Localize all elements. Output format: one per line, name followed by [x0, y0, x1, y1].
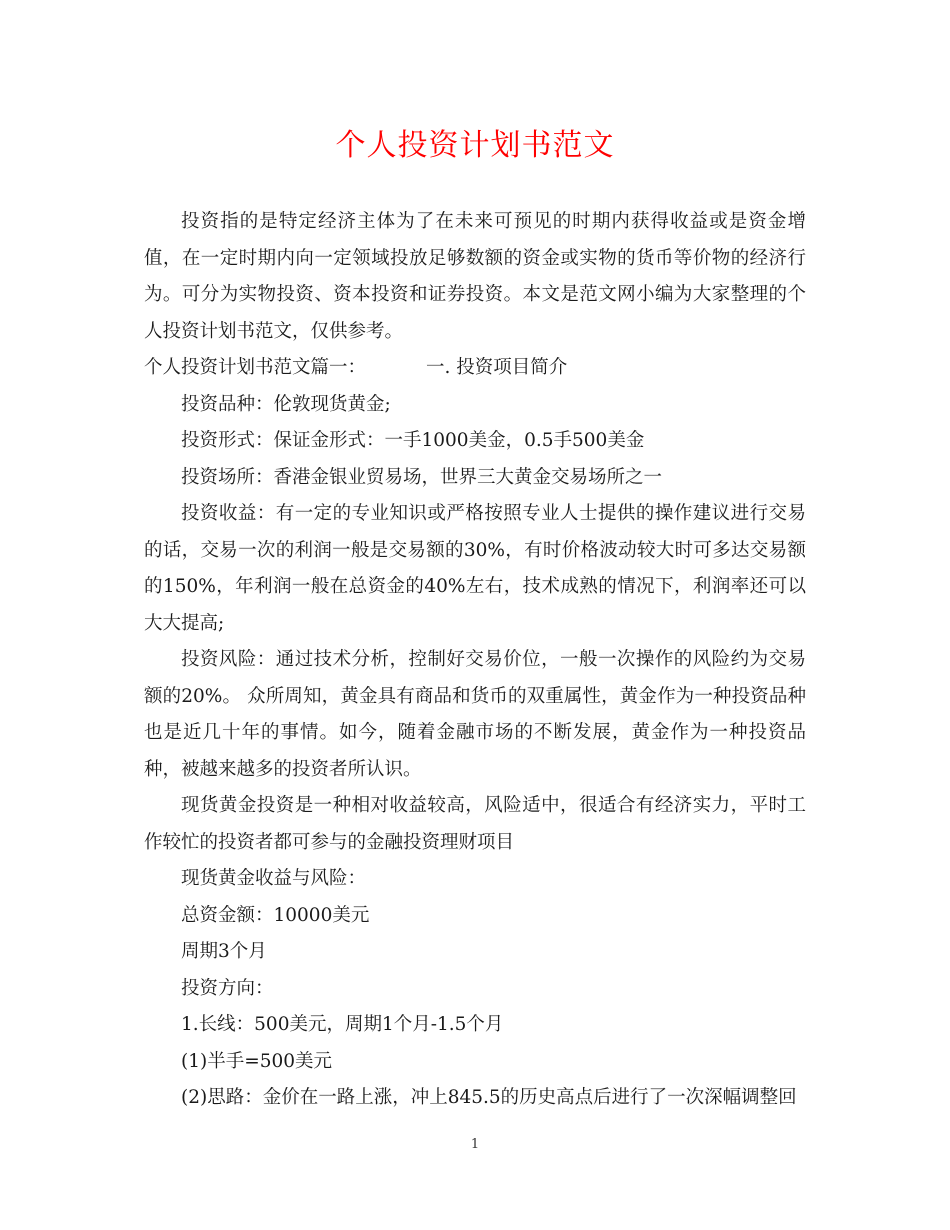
paragraph-investment-type: 投资品种：伦敦现货黄金;	[181, 393, 391, 415]
paragraph-half-lot: (1)半手=500美元	[181, 1050, 333, 1072]
intro-paragraph: 投资指的是特定经济主体为了在未来可预见的时期内获得收益或是资金增值，在一定时期内向一定领域投放足够数额的资金或实物的货币等价物的经济行为。可分为实物投资、资本投资和证券投资。本文是范文网小编为大家整理的个人投资计划书范文，仅供参考。	[144, 211, 806, 342]
page-number: 1	[470, 1137, 480, 1152]
paragraph-investment-risk: 投资风险：通过技术分析，控制好交易价位，一般一次操作的风险约为交易额的20%。 众所周知，黄金具有商品和货币的双重属性，黄金作为一种投资品种也是近几十年的事情。如今，随着金融市场的不断发展，黄金作为一种投资品种，被越来越多的投资者所认识。	[144, 649, 806, 780]
paragraph-strategy: (2)思路：金价在一路上涨，冲上845.5的历史高点后进行了一次深幅调整回	[181, 1087, 797, 1108]
paragraph-investment-form: 投资形式：保证金形式：一手1000美金，0.5手500美金	[181, 430, 645, 451]
document-title: 个人投资计划书范文	[335, 128, 615, 163]
paragraph-spot-gold-overview: 现货黄金投资是一种相对收益较高，风险适中，很适合有经济实力，平时工作较忙的投资者都可参与的金融投资理财项目	[144, 795, 806, 853]
document-body	[144, 204, 806, 1117]
section-item-label: 一. 投资项目简介	[426, 357, 568, 378]
paragraph-period: 周期3个月	[181, 941, 267, 962]
paragraph-investment-return: 投资收益：有一定的专业知识或严格按照专业人士提供的操作建议进行交易的话，交易一次的利润一般是交易额的30%，有时价格波动较大时可多达交易额的150%，年利润一般在总资金的40%左右，技术成熟的情况下，利润率还可以大大提高;	[144, 503, 806, 634]
section-heading	[144, 350, 806, 387]
section-part-label: 个人投资计划书范文篇一：	[144, 357, 367, 378]
paragraph-direction-heading: 投资方向：	[181, 977, 274, 999]
paragraph-total-capital: 总资金额：10000美元	[181, 904, 370, 926]
paragraph-long-term: 1.长线：500美元，周期1个月-1.5个月	[181, 1014, 504, 1035]
paragraph-investment-venue: 投资场所：香港金银业贸易场，世界三大黄金交易场所之一	[181, 466, 663, 488]
paragraph-return-risk-heading: 现货黄金收益与风险：	[181, 868, 367, 889]
